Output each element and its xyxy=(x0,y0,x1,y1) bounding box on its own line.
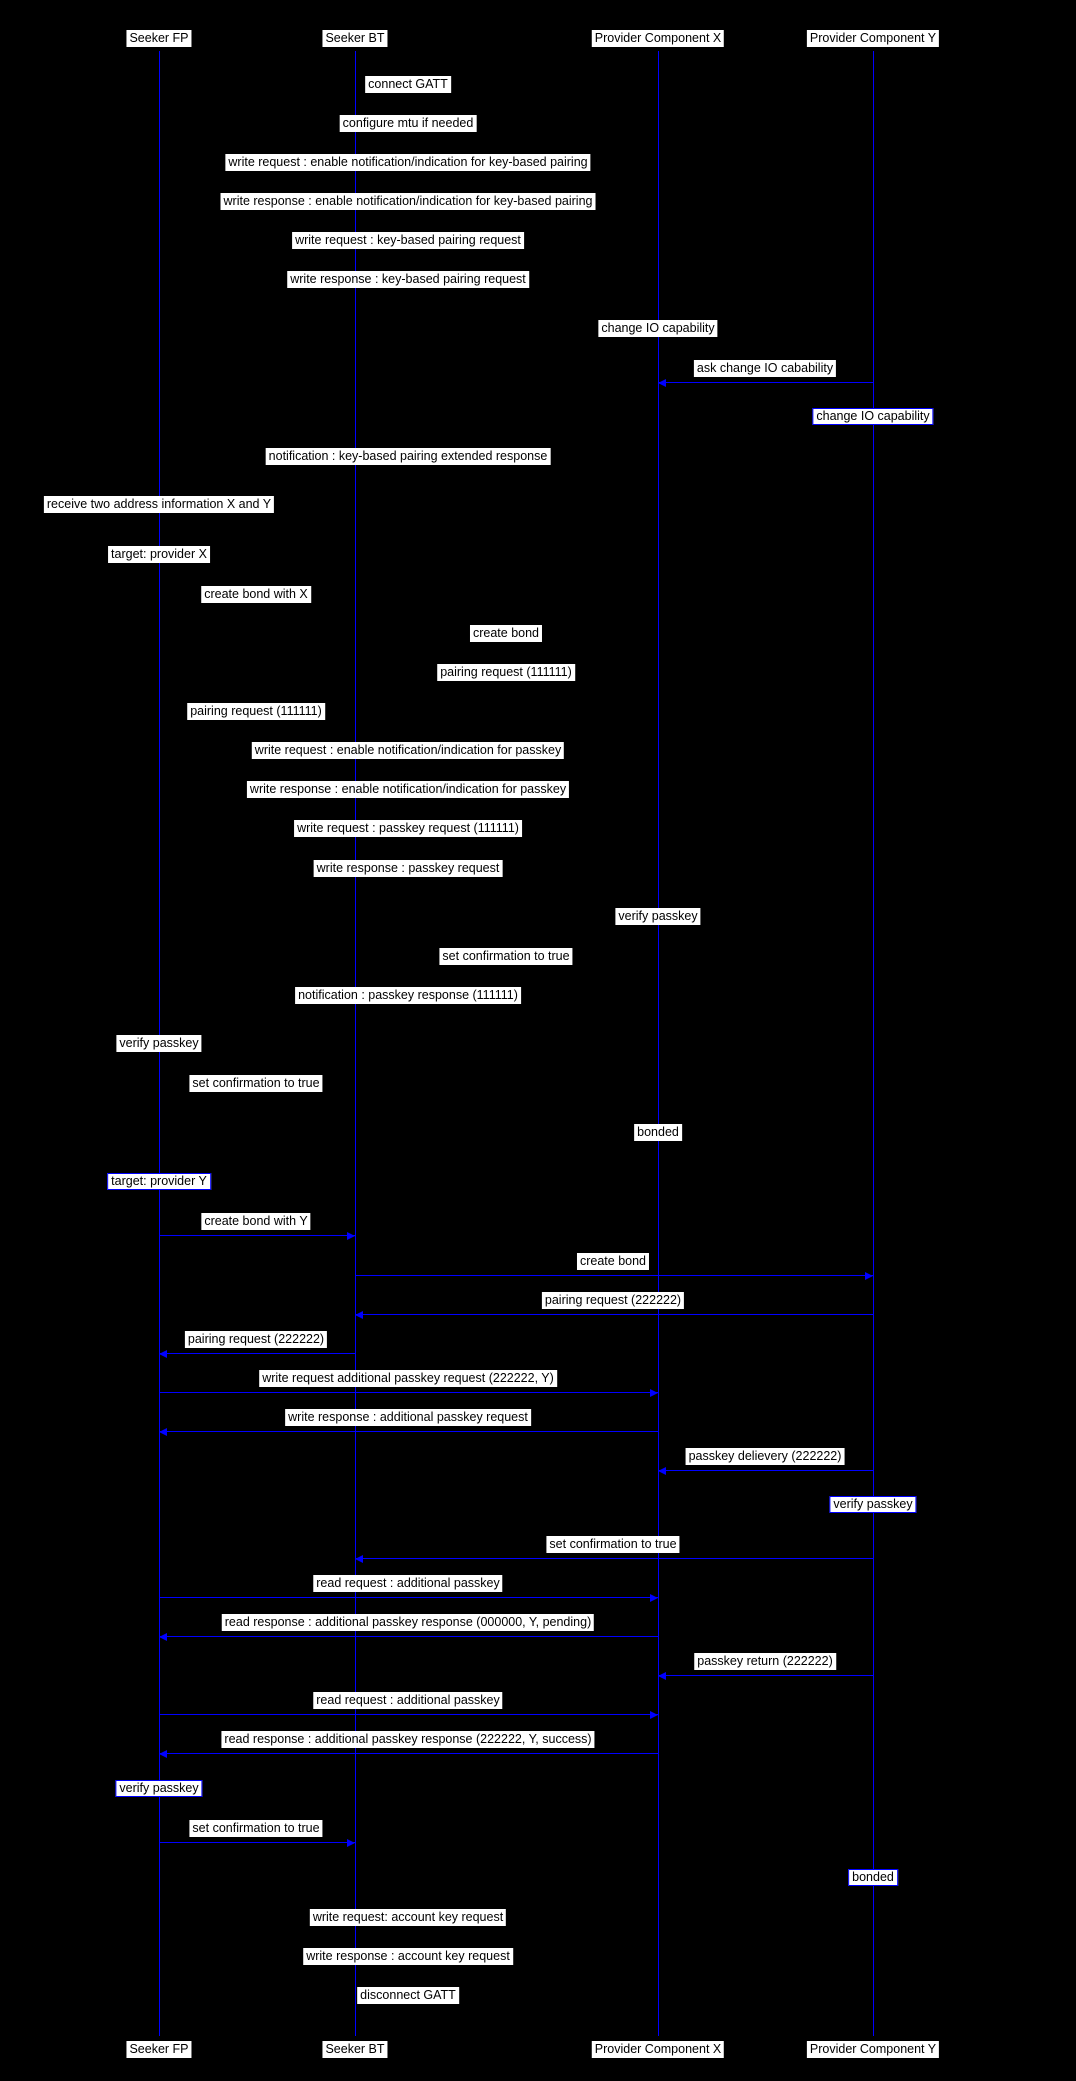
message-label-44: write request: account key request xyxy=(310,1909,506,1926)
message-arrow-head-31 xyxy=(650,1389,658,1397)
message-label-18: write request : passkey request (111111) xyxy=(294,820,522,837)
message-arrow-line-27 xyxy=(159,1235,355,1236)
message-label-28: create bond xyxy=(577,1253,649,1270)
message-label-6: change IO capability xyxy=(598,320,717,337)
actor-header-top-3: Provider Component Y xyxy=(807,30,939,47)
message-label-1: configure mtu if needed xyxy=(340,115,477,132)
message-arrow-head-37 xyxy=(159,1633,167,1641)
message-label-26: target: provider Y xyxy=(107,1173,211,1190)
message-label-11: target: provider X xyxy=(108,546,210,563)
message-arrow-head-39 xyxy=(650,1711,658,1719)
message-arrow-line-7 xyxy=(658,382,873,383)
message-arrow-head-36 xyxy=(650,1594,658,1602)
message-label-40: read response : additional passkey response (222222, Y, success) xyxy=(221,1731,594,1748)
message-label-27: create bond with Y xyxy=(201,1213,310,1230)
message-label-19: write response : passkey request xyxy=(314,860,503,877)
message-label-7: ask change IO cabability xyxy=(694,360,836,377)
message-label-32: write response : additional passkey request xyxy=(285,1409,531,1426)
message-arrow-line-35 xyxy=(355,1558,873,1559)
message-arrow-line-33 xyxy=(658,1470,873,1471)
actor-header-top-2: Provider Component X xyxy=(592,30,724,47)
message-label-42: set confirmation to true xyxy=(189,1820,322,1837)
message-label-37: read response : additional passkey response (000000, Y, pending) xyxy=(222,1614,594,1631)
message-arrow-line-42 xyxy=(159,1842,355,1843)
message-arrow-line-36 xyxy=(159,1597,658,1598)
message-label-39: read request : additional passkey xyxy=(313,1692,502,1709)
message-arrow-head-42 xyxy=(347,1839,355,1847)
message-label-45: write response : account key request xyxy=(303,1948,513,1965)
message-label-36: read request : additional passkey xyxy=(313,1575,502,1592)
actor-header-top-1: Seeker BT xyxy=(322,30,387,47)
message-label-29: pairing request (222222) xyxy=(542,1292,684,1309)
message-label-33: passkey delievery (222222) xyxy=(686,1448,845,1465)
message-label-17: write response : enable notification/indication for passkey xyxy=(247,781,569,798)
actor-header-bottom-0: Seeker FP xyxy=(126,2041,191,2058)
message-arrow-line-37 xyxy=(159,1636,658,1637)
message-label-35: set confirmation to true xyxy=(546,1536,679,1553)
actor-header-bottom-3: Provider Component Y xyxy=(807,2041,939,2058)
message-arrow-line-29 xyxy=(355,1314,873,1315)
message-arrow-head-35 xyxy=(355,1555,363,1563)
actor-header-bottom-1: Seeker BT xyxy=(322,2041,387,2058)
message-arrow-head-40 xyxy=(159,1750,167,1758)
message-label-22: notification : passkey response (111111) xyxy=(295,987,521,1004)
message-arrow-line-32 xyxy=(159,1431,658,1432)
message-label-4: write request : key-based pairing request xyxy=(292,232,524,249)
message-label-10: receive two address information X and Y xyxy=(44,496,274,513)
message-label-34: verify passkey xyxy=(829,1496,916,1513)
actor-header-top-0: Seeker FP xyxy=(126,30,191,47)
message-label-23: verify passkey xyxy=(116,1035,201,1052)
message-arrow-head-29 xyxy=(355,1311,363,1319)
message-label-3: write response : enable notification/indication for key-based pairing xyxy=(221,193,596,210)
message-arrow-head-7 xyxy=(658,379,666,387)
message-arrow-head-27 xyxy=(347,1232,355,1240)
message-arrow-head-38 xyxy=(658,1672,666,1680)
message-label-24: set confirmation to true xyxy=(189,1075,322,1092)
message-label-14: pairing request (111111) xyxy=(437,664,575,681)
lifeline-3 xyxy=(873,51,874,2036)
message-label-25: bonded xyxy=(634,1124,682,1141)
message-arrow-line-30 xyxy=(159,1353,355,1354)
message-arrow-head-32 xyxy=(159,1428,167,1436)
message-label-31: write request additional passkey request (222222, Y) xyxy=(259,1370,557,1387)
message-arrow-line-31 xyxy=(159,1392,658,1393)
message-arrow-line-40 xyxy=(159,1753,658,1754)
message-label-5: write response : key-based pairing request xyxy=(287,271,529,288)
message-label-20: verify passkey xyxy=(615,908,700,925)
message-label-30: pairing request (222222) xyxy=(185,1331,327,1348)
message-label-43: bonded xyxy=(848,1869,898,1886)
message-arrow-line-39 xyxy=(159,1714,658,1715)
message-arrow-line-38 xyxy=(658,1675,873,1676)
message-label-15: pairing request (111111) xyxy=(187,703,325,720)
message-arrow-head-28 xyxy=(865,1272,873,1280)
message-label-41: verify passkey xyxy=(115,1780,202,1797)
message-label-13: create bond xyxy=(470,625,542,642)
lifeline-2 xyxy=(658,51,659,2036)
message-label-2: write request : enable notification/indication for key-based pairing xyxy=(225,154,590,171)
message-label-16: write request : enable notification/indication for passkey xyxy=(252,742,564,759)
message-label-38: passkey return (222222) xyxy=(694,1653,836,1670)
message-label-46: disconnect GATT xyxy=(357,1987,459,2004)
message-arrow-head-33 xyxy=(658,1467,666,1475)
message-label-9: notification : key-based pairing extended response xyxy=(266,448,551,465)
message-label-21: set confirmation to true xyxy=(439,948,572,965)
message-label-12: create bond with X xyxy=(201,586,311,603)
message-label-8: change IO capability xyxy=(812,408,933,425)
message-label-0: connect GATT xyxy=(365,76,451,93)
message-arrow-line-28 xyxy=(355,1275,873,1276)
actor-header-bottom-2: Provider Component X xyxy=(592,2041,724,2058)
message-arrow-head-30 xyxy=(159,1350,167,1358)
